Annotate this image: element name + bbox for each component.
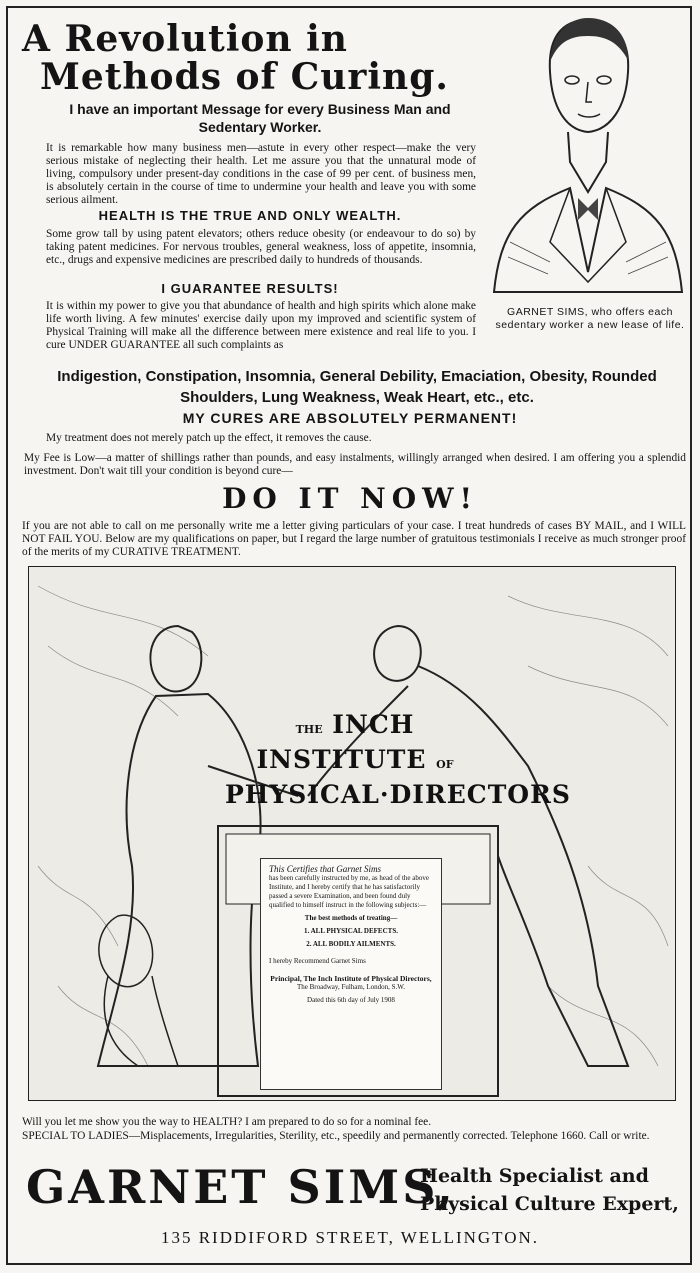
- footer-line1: Will you let me show you the way to HEALTH? I am prepared to do so for a nominal fee.: [22, 1116, 432, 1128]
- section-cures-heading: MY CURES ARE ABSOLUTELY PERMANENT!: [182, 410, 518, 426]
- certificate-item1: 1. ALL PHYSICAL DEFECTS.: [304, 927, 398, 935]
- certificate-dated: Dated this 6th day of July 1908: [307, 996, 395, 1004]
- institute-line1: INCH INSTITUTE: [256, 710, 427, 774]
- mail-paragraph: If you are not able to call on me personally write me a letter giving particulars of your case. I treat hundreds of cases BY MAIL, and I WILL NOT FAIL YOU. Below are my qualifications on paper, but I regard the large number of gratuitous testimonials I receive as much stronger proof of the merits of my CURATIVE TREATMENT.: [22, 520, 686, 558]
- certificate-signature: Principal, The Inch Institute of Physical Directors,: [270, 974, 432, 983]
- certificate-methods: The best methods of treating—: [304, 914, 398, 922]
- garnet-sims-portrait: [490, 12, 686, 294]
- portrait-caption: GARNET SIMS, who offers each sedentary worker a new lease of life.: [495, 306, 685, 331]
- footer-line2: SPECIAL TO LADIES—Misplacements, Irregularities, Sterility, etc., speedily and permanently corrected. Telephone 1660. Call or write.: [22, 1130, 650, 1142]
- certificate-title: This Certifies that Garnet Sims: [269, 864, 382, 874]
- certificate-recommend: I hereby Recommend Garnet Sims: [269, 957, 366, 965]
- section-cures-text2: My Fee is Low—a matter of shillings rather than pounds, and easy instalments, willingly arranged when desired. I am offering you a splendid investment. Don't wait till your condition is beyond cure—: [24, 452, 686, 477]
- footer-tagline2: Physical Culture Expert,: [420, 1193, 679, 1215]
- headline-line1: A Revolution in: [22, 18, 348, 60]
- institute-the: THE: [295, 723, 323, 736]
- do-it-now-heading: DO IT NOW!: [222, 482, 478, 515]
- section-health-heading: HEALTH IS THE TRUE AND ONLY WEALTH.: [98, 208, 402, 223]
- footer-tagline1: Health Specialist and: [420, 1165, 649, 1187]
- certificate: [260, 858, 442, 1090]
- section-guarantee-heading: I GUARANTEE RESULTS!: [161, 281, 339, 296]
- institute-title: [225, 710, 571, 810]
- section-cures-text1: My treatment does not merely patch up the effect, it removes the cause.: [46, 432, 372, 444]
- certificate-body: has been carefully instructed by me, as head of the above Institute, and I hereby certify that he has satisfactorily passed a severe Examination, and been found duly qualified to himself instruct in the following subjects:—: [269, 874, 429, 909]
- institute-line2: PHYSICAL·DIRECTORS: [225, 780, 571, 809]
- garnet-sims-name: GARNET SIMS,: [26, 1160, 456, 1214]
- footer-address: 135 RIDDIFORD STREET, WELLINGTON.: [160, 1228, 540, 1247]
- certificate-item2: 2. ALL BODILY AILMENTS.: [306, 940, 396, 948]
- section-health-text: Some grow tall by using patent elevators; others reduce obesity (or endeavour to do so) by taking patent medicines. For nervous troubles, general weakness, loss of appetite, insomnia, etc., drugs and expensive medicines are prescribed daily to hundreds of thousands.: [46, 228, 476, 266]
- subheading: I have an important Message for every Business Man and Sedentary Worker.: [69, 101, 451, 135]
- certificate-address: The Broadway, Fulham, London, S.W.: [297, 983, 405, 991]
- intro-paragraph: It is remarkable how many business men—astute in every other respect—make the very serious mistake of neglecting their health. Let me assure you that the unnatural mode of living, compulsory under present-day conditions in the case of 99 per cent. of business men, is absolutely certain in the course of time to undermine your health and leave you with some serious ailment.: [46, 142, 476, 206]
- ailments-list: Indigestion, Constipation, Insomnia, General Debility, Emaciation, Obesity, Rounded Shoulders, Lung Weakness, Weak Heart, etc., etc.: [57, 368, 657, 406]
- footer-tagline: [420, 1162, 679, 1218]
- institute-of: OF: [436, 758, 454, 771]
- section-guarantee-text: It is within my power to give you that abundance of health and high spirits which alone make life worth living. A few minutes' exercise daily upon my improved and scientific system of Physical Training will make all the difference between mere existence and real life to you. I cure UNDER GUARANTEE all such complaints as: [46, 300, 476, 351]
- headline-line2: Methods of Curing.: [40, 56, 449, 98]
